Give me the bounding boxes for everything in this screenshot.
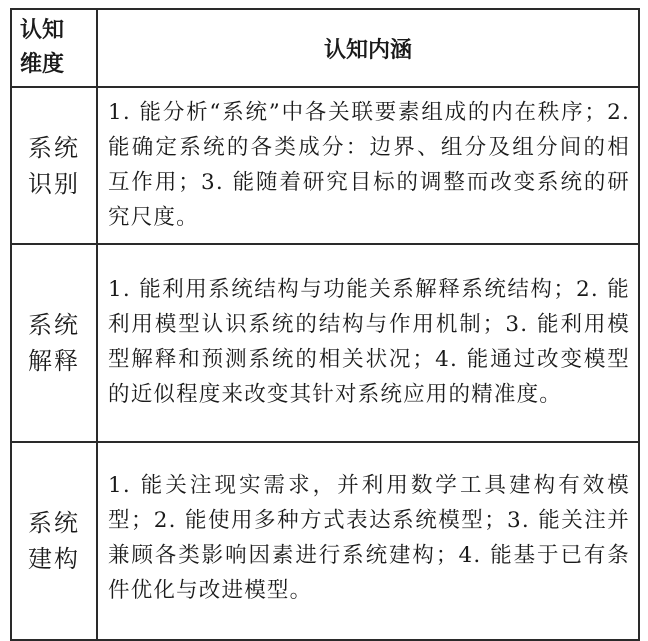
dimension-cell <box>11 87 97 244</box>
dimension-line2: 识别 <box>28 169 80 198</box>
dimension-line2: 解释 <box>28 347 80 375</box>
header-dimension-line1: 认知 <box>20 18 65 43</box>
dimension-line2: 建构 <box>28 545 80 573</box>
table-header-row <box>11 9 639 87</box>
table-row <box>11 87 639 244</box>
content-cell: 1. 能分析“系统”中各关联要素组成的内在秩序；2. 能确定系统的各类成分：边界、组分及组分间的相互作用；3. 能随着研究目标的调整而改变系统的研究尺度。 <box>97 87 639 244</box>
header-dimension <box>11 9 97 87</box>
dimension-line1: 系统 <box>28 311 80 339</box>
dimension-cell <box>11 442 97 640</box>
header-content: 认知内涵 <box>97 9 639 87</box>
cognition-table <box>10 8 640 641</box>
content-cell: 1. 能关注现实需求，并利用数学工具建构有效模型；2. 能使用多种方式表达系统模型；3. 能关注并兼顾各类影响因素进行系统建构；4. 能基于已有条件优化与改进模型。 <box>97 442 639 640</box>
content-cell: 1. 能利用系统结构与功能关系解释系统结构；2. 能利用模型认识系统的结构与作用机制；3. 能利用模型解释和预测系统的相关状况；4. 能通过改变模型的近似程度来改变其针对系统应用的精准度。 <box>97 244 639 442</box>
dimension-line1: 系统 <box>28 133 80 162</box>
table-row <box>11 442 639 640</box>
dimension-cell <box>11 244 97 442</box>
table-row <box>11 244 639 442</box>
dimension-line1: 系统 <box>28 509 80 537</box>
header-dimension-line2: 维度 <box>20 52 65 77</box>
